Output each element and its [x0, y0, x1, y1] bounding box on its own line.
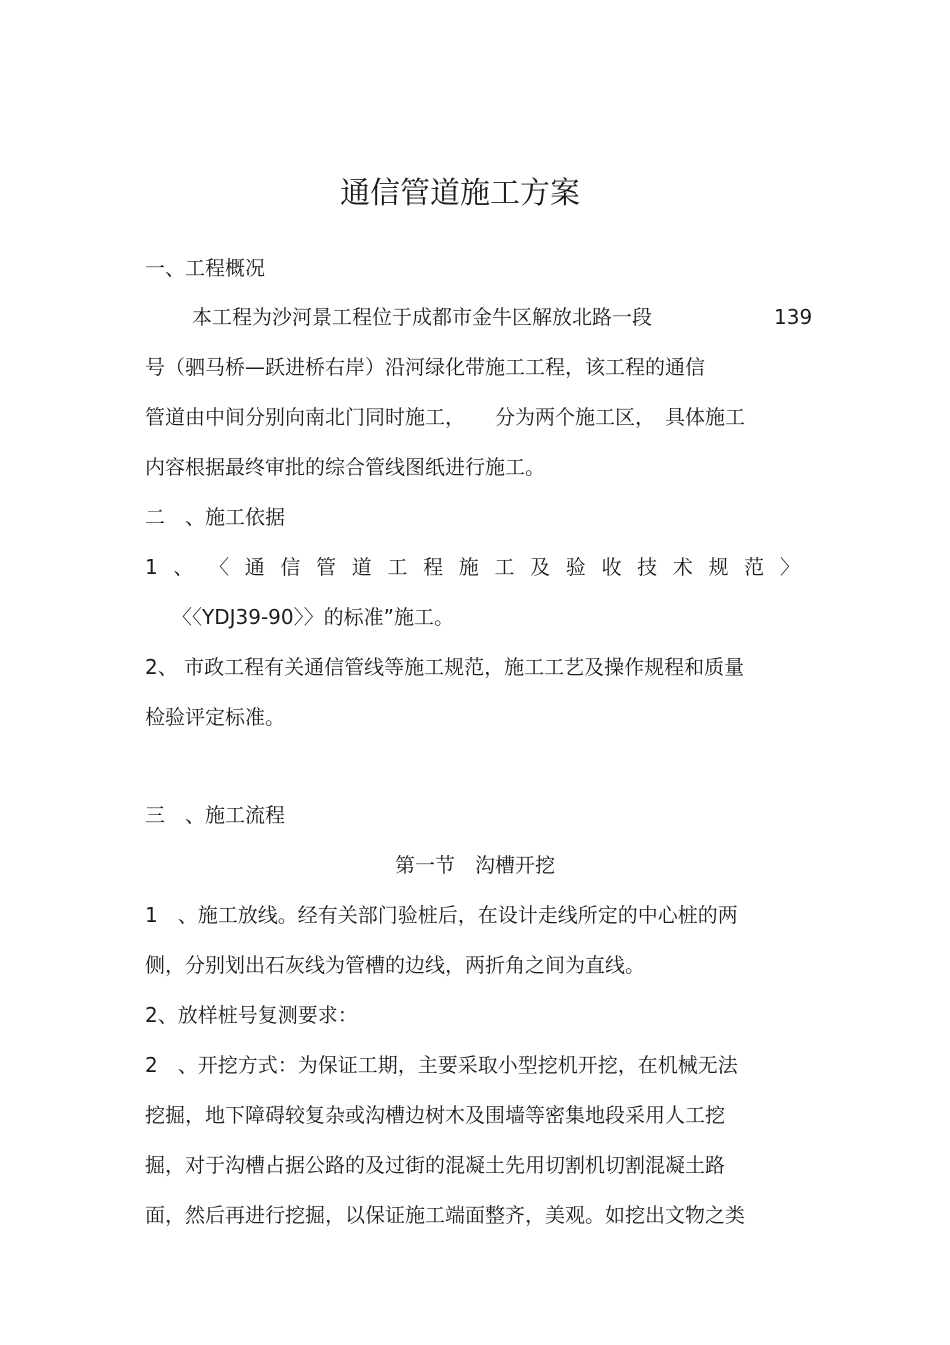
subsection-heading: 第一节 沟槽开挖 — [395, 853, 555, 877]
basis-char: 工 — [494, 555, 515, 579]
basis-char: 管 — [316, 555, 337, 579]
overview-paragraph-line: 号（驷马桥—跃进桥右岸）沿河绿化带施工工程，该工程的通信 — [145, 355, 705, 379]
overview-paragraph-line: 本工程为沙河景工程位于成都市金牛区解放北路一段 — [192, 305, 652, 329]
basis-char: 、 — [173, 555, 194, 579]
basis-char: 验 — [565, 555, 586, 579]
basis-char: 收 — [601, 555, 622, 579]
section-heading-overview: 一、工程概况 — [145, 256, 265, 280]
basis-char: 道 — [351, 555, 372, 579]
basis-char: 通 — [244, 555, 265, 579]
basis-char: 施 — [458, 555, 479, 579]
basis-item-1-line — [145, 553, 800, 581]
document-title: 通信管道施工方案 — [340, 176, 580, 211]
basis-char: 及 — [530, 555, 551, 579]
basis-char: 范 — [744, 555, 765, 579]
basis-char: 程 — [423, 555, 444, 579]
basis-char: 术 — [672, 555, 693, 579]
section-heading-basis: 二 、施工依据 — [145, 505, 285, 529]
section-heading-process: 三 、施工流程 — [145, 803, 285, 827]
basis-char: 〉 — [779, 555, 800, 579]
process-paragraph-line: 2、放样桩号复测要求： — [145, 1003, 358, 1027]
basis-item-2-line: 2、 市政工程有关通信管线等施工规范，施工工艺及操作规程和质量 — [145, 655, 745, 679]
basis-char: 信 — [280, 555, 301, 579]
process-paragraph-line: 掘，对于沟槽占据公路的及过街的混凝土先用切割机切割混凝土路 — [145, 1153, 725, 1177]
process-paragraph-line: 面，然后再进行挖掘，以保证施工端面整齐，美观。如挖出文物之类 — [145, 1203, 745, 1227]
overview-paragraph-line: 内容根据最终审批的综合管线图纸进行施工。 — [145, 455, 545, 479]
basis-char: 〈 — [209, 555, 230, 579]
basis-item-1-line: 〈〈YDJ39-90〉〉的标准”施工。 — [172, 605, 454, 629]
process-paragraph-line: 挖掘，地下障碍较复杂或沟槽边树木及围墙等密集地段采用人工挖 — [145, 1103, 725, 1127]
overview-paragraph-number: 139 — [774, 305, 813, 329]
process-paragraph-line: 侧，分别划出石灰线为管槽的边线，两折角之间为直线。 — [145, 953, 645, 977]
basis-char: 规 — [708, 555, 729, 579]
basis-item-2-line: 检验评定标准。 — [145, 705, 285, 729]
process-paragraph-line: 2 、开挖方式：为保证工期，主要采取小型挖机开挖，在机械无法 — [145, 1053, 738, 1077]
basis-char: 工 — [387, 555, 408, 579]
overview-paragraph-line: 管道由中间分别向南北门同时施工， 分为两个施工区， 具体施工 — [145, 405, 745, 429]
basis-char: 技 — [637, 555, 658, 579]
basis-char: 1 — [145, 555, 158, 579]
process-paragraph-line: 1 、施工放线。经有关部门验桩后，在设计走线所定的中心桩的两 — [145, 903, 738, 927]
